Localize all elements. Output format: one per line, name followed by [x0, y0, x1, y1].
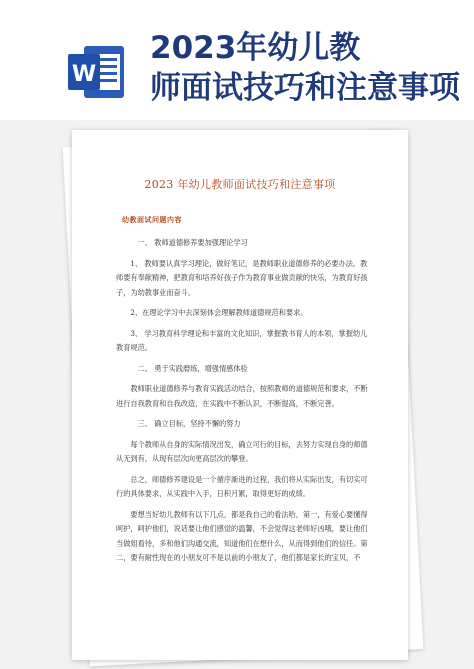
paragraph: 二、 勇于实践磨练，增强情感体验: [137, 363, 248, 373]
paragraph: 要想当好幼儿教师有以下几点，都是我自己的看法哈，第一，有爱心要懂得呵护，呵护他们，说话要让他们感觉的温馨，不会觉得这老师好凶哦，要让他们当做姐看待，多和他们沟通交流，知道他们在想什么，从而得到他们的信任。第二，要有耐性现在的小朋友可不是以前的小朋友了，他们都是家长的宝贝，不: [116, 509, 368, 562]
paragraph: 教师职业道德修养与教育实践活动结合，按照教师的道德规范和要求，不断进行自我教育和自我改造，在实践中不断认识，不断提高，不断完善。: [116, 384, 368, 408]
paragraph: 总之，师德修养建设是一个循序渐进的过程，我们将从实际出发，有切实可行的具体要求，从实践中入手，日积月累，取得更好的成绩。: [116, 474, 368, 498]
paragraph: 一、 教师道德修养要加强理论学习: [137, 238, 248, 247]
svg-text:W: W: [71, 62, 97, 87]
section-heading: 幼教面试问题内容: [122, 215, 182, 224]
paragraph: 2、在理论学习中去深刻体会理解教师道德规范和要求。: [130, 308, 308, 317]
document-body: [116, 236, 368, 572]
title-line-2: 师面试技巧和注意事项: [150, 70, 460, 106]
paragraph: 每个教师从自身的实际情况出发，确立可行的目标，去努力实现自身的师德从无到有，从现有层次向更高层次的攀登。: [116, 439, 368, 463]
document-title: 2023 年幼儿教师面试技巧和注意事项: [144, 178, 336, 191]
header-banner: [0, 0, 474, 120]
word-icon: [64, 40, 128, 104]
document-page: [72, 130, 408, 660]
paragraph: 三、 确立目标，坚持不懈的努力: [137, 419, 241, 428]
paragraph: 3、 学习教育科学理论和丰富的文化知识，掌握教书育人的本领，掌握幼儿教育规范。: [116, 328, 368, 352]
title-line-1: 2023年幼儿教: [150, 30, 361, 66]
paragraph: 1、 教师要认真学习理论，做好笔记，是教师职业道德修养的必要办法。教师要有奉献精神，把教育和培养好孩子作为教育事业做贡献的快乐，为教育好孩子，为幼教事业而奋斗。: [116, 258, 368, 297]
page-title: [150, 28, 470, 108]
